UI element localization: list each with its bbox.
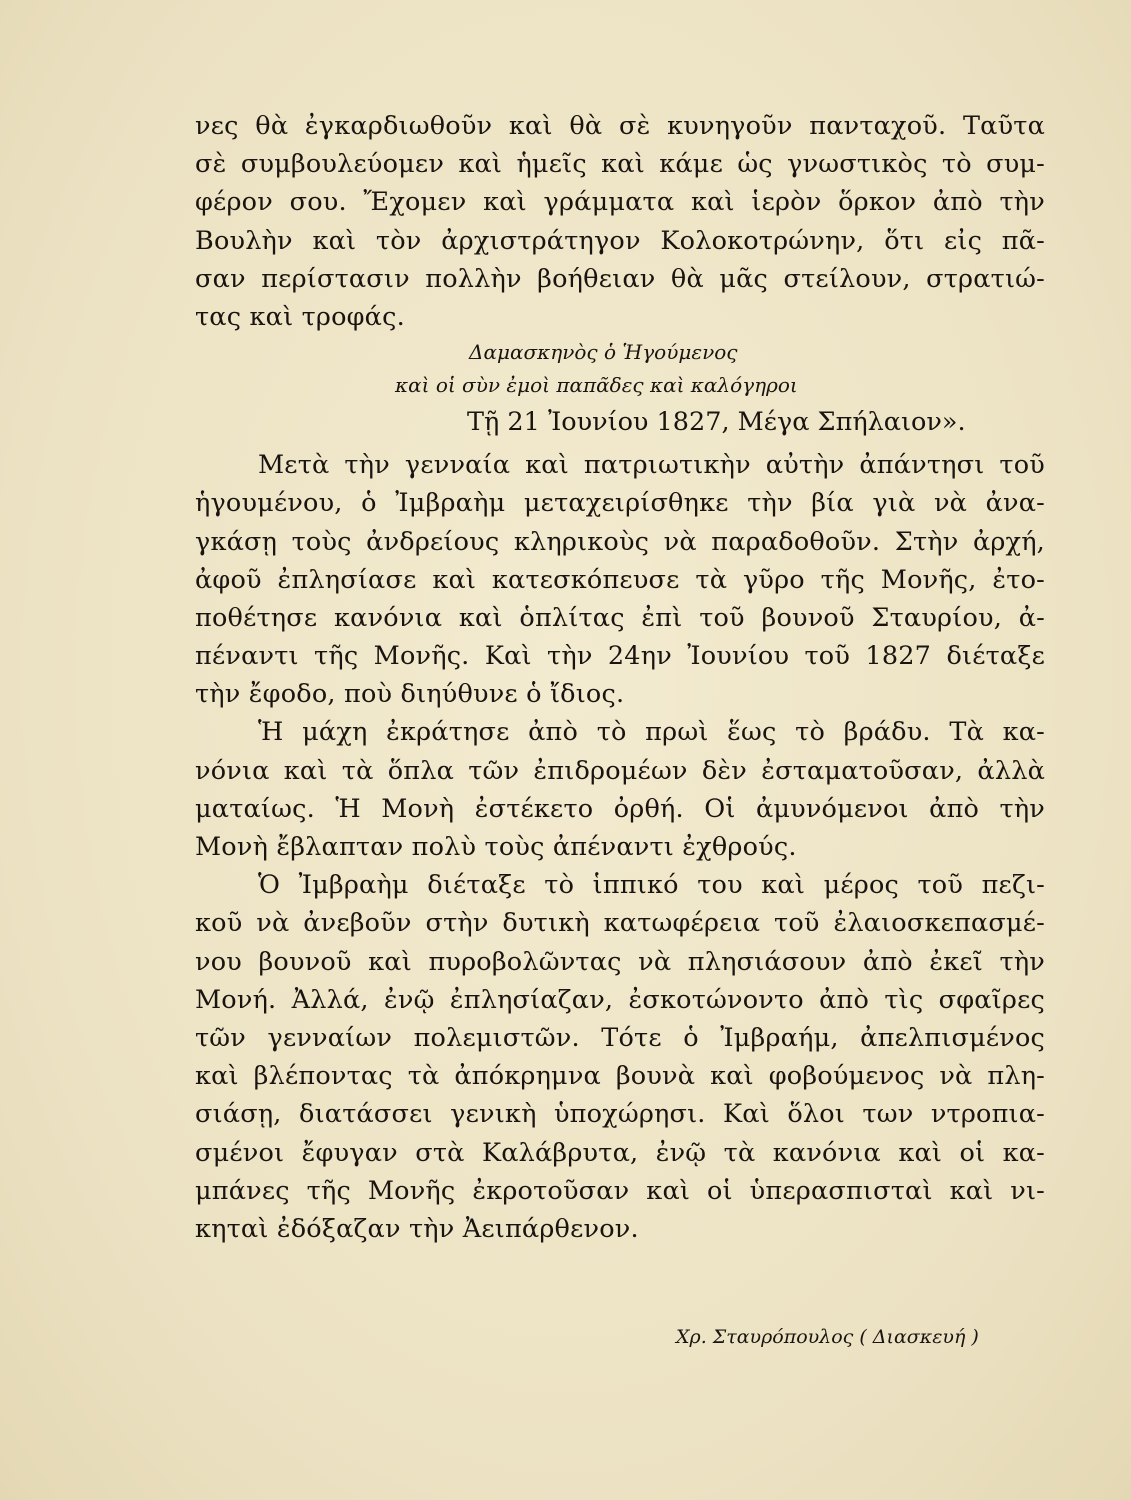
text-line: Ἡ μάχη ἐκράτησε ἀπὸ τὸ πρωὶ ἕως τὸ βράδυ. Τὰ κα- xyxy=(258,717,1045,748)
text-line: Μονὴ ἔβλαπταν πολὺ τοὺς ἀπέναντι ἐχθρούς. xyxy=(195,832,797,862)
text-line: φέρον σου. Ἔχομεν καὶ γράμματα καὶ ἱερὸν ὅρκον ἀπὸ τὴν xyxy=(195,187,1045,218)
paragraph-3 xyxy=(195,866,1045,1248)
text-line: σμένοι ἔφυγαν στὰ Καλάβρυτα, ἐνῷ τὰ κανόνια καὶ οἱ κα- xyxy=(195,1137,1045,1168)
signature-line: καὶ οἱ σὺν ἐμοὶ παπᾶδες καὶ καλόγηροι xyxy=(395,373,798,398)
paragraph-2 xyxy=(195,713,1045,866)
text-line: μπάνες τῆς Μονῆς ἐκροτοῦσαν καὶ οἱ ὑπερασπισταὶ καὶ νι- xyxy=(195,1175,1045,1206)
text-line: Ὁ Ἰμβραὴμ διέταξε τὸ ἱππικό του καὶ μέρος τοῦ πεζι- xyxy=(258,870,1045,901)
text-line: κηταὶ ἐδόξαζαν τὴν Ἀειπάρθενον. xyxy=(195,1213,639,1244)
text-line: τὴν ἔφοδο, ποὺ διηύθυνε ὁ ἴδιος. xyxy=(195,679,625,710)
text-line: σαν περίστασιν πολλὴν βοήθειαν θὰ μᾶς στείλουν, στρατιώ- xyxy=(195,263,1045,294)
signature-line: Δαμασκηνὸς ὁ Ἡγούμενος xyxy=(469,340,738,365)
text-line: νες θὰ ἐγκαρδιωθοῦν καὶ θὰ σὲ κυνηγοῦν πανταχοῦ. Ταῦτα xyxy=(195,111,1045,141)
text-line: Μονή. Ἀλλά, ἐνῷ ἐπλησίαζαν, ἐσκοτώνοντο ἀπὸ τὶς σφαῖρες xyxy=(195,984,1045,1015)
text-line: νου βουνοῦ καὶ πυροβολῶντας νὰ πλησιάσουν ἀπὸ ἐκεῖ τὴν xyxy=(195,946,1045,977)
text-line: σὲ συμβουλεύομεν καὶ ἡμεῖς καὶ κάμε ὡς γνωστικὸς τὸ συμ- xyxy=(195,149,1045,180)
letter-signature xyxy=(195,336,1045,442)
text-line: καὶ βλέποντας τὰ ἀπόκρημνα βουνὰ καὶ φοβούμενος νὰ πλη- xyxy=(195,1061,1045,1092)
text-line: πέναντι τῆς Μονῆς. Καὶ τὴν 24ην Ἰουνίου τοῦ 1827 διέταξε xyxy=(195,641,1045,672)
text-line: ματαίως. Ἡ Μονὴ ἐστέκετο ὀρθή. Οἱ ἀμυνόμενοι ἀπὸ τὴν xyxy=(195,793,1045,824)
text-line: γκάσῃ τοὺς ἀνδρείους κληρικοὺς νὰ παραδοθοῦν. Στὴν ἀρχή, xyxy=(195,526,1045,557)
letter-date: Τῇ 21 Ἰουνίου 1827, Μέγα Σπήλαιον». xyxy=(467,407,966,438)
text-line: τας καὶ τροφάς. xyxy=(195,301,405,332)
text-line: κοῦ νὰ ἀνεβοῦν στὴν δυτικὴ κατωφέρεια τοῦ ἐλαιοσκεπασμέ- xyxy=(195,908,1045,939)
text-line: τῶν γενναίων πολεμιστῶν. Τότε ὁ Ἰμβραήμ, ἀπελπισμένος xyxy=(195,1022,1045,1053)
text-line: Μετὰ τὴν γενναία καὶ πατριωτικὴν αὐτὴν ἀπάντησι τοῦ xyxy=(258,450,1045,481)
letter-closing xyxy=(195,107,1045,336)
page-text xyxy=(195,107,1045,1248)
paragraph-1 xyxy=(195,446,1045,713)
text-line: ἡγουμένου, ὁ Ἰμβραὴμ μεταχειρίσθηκε τὴν βία γιὰ νὰ ἀνα- xyxy=(195,488,1045,519)
text-line: σιάσῃ, διατάσσει γενικὴ ὑποχώρησι. Καὶ ὅλοι των ντροπια- xyxy=(195,1099,1045,1130)
author-credit: Χρ. Σταυρόπουλος ( Διασκευή ) xyxy=(676,1326,979,1348)
text-line: ποθέτησε κανόνια καὶ ὁπλίτας ἐπὶ τοῦ βουνοῦ Σταυρίου, ἀ- xyxy=(195,602,1045,633)
text-line: Βουλὴν καὶ τὸν ἀρχιστράτηγον Κολοκοτρώνην, ὅτι εἰς πᾶ- xyxy=(195,225,1045,256)
text-line: νόνια καὶ τὰ ὅπλα τῶν ἐπιδρομέων δὲν ἐσταματοῦσαν, ἀλλὰ xyxy=(195,755,1045,786)
text-line: ἀφοῦ ἐπλησίασε καὶ κατεσκόπευσε τὰ γῦρο τῆς Μονῆς, ἐτο- xyxy=(195,564,1045,595)
